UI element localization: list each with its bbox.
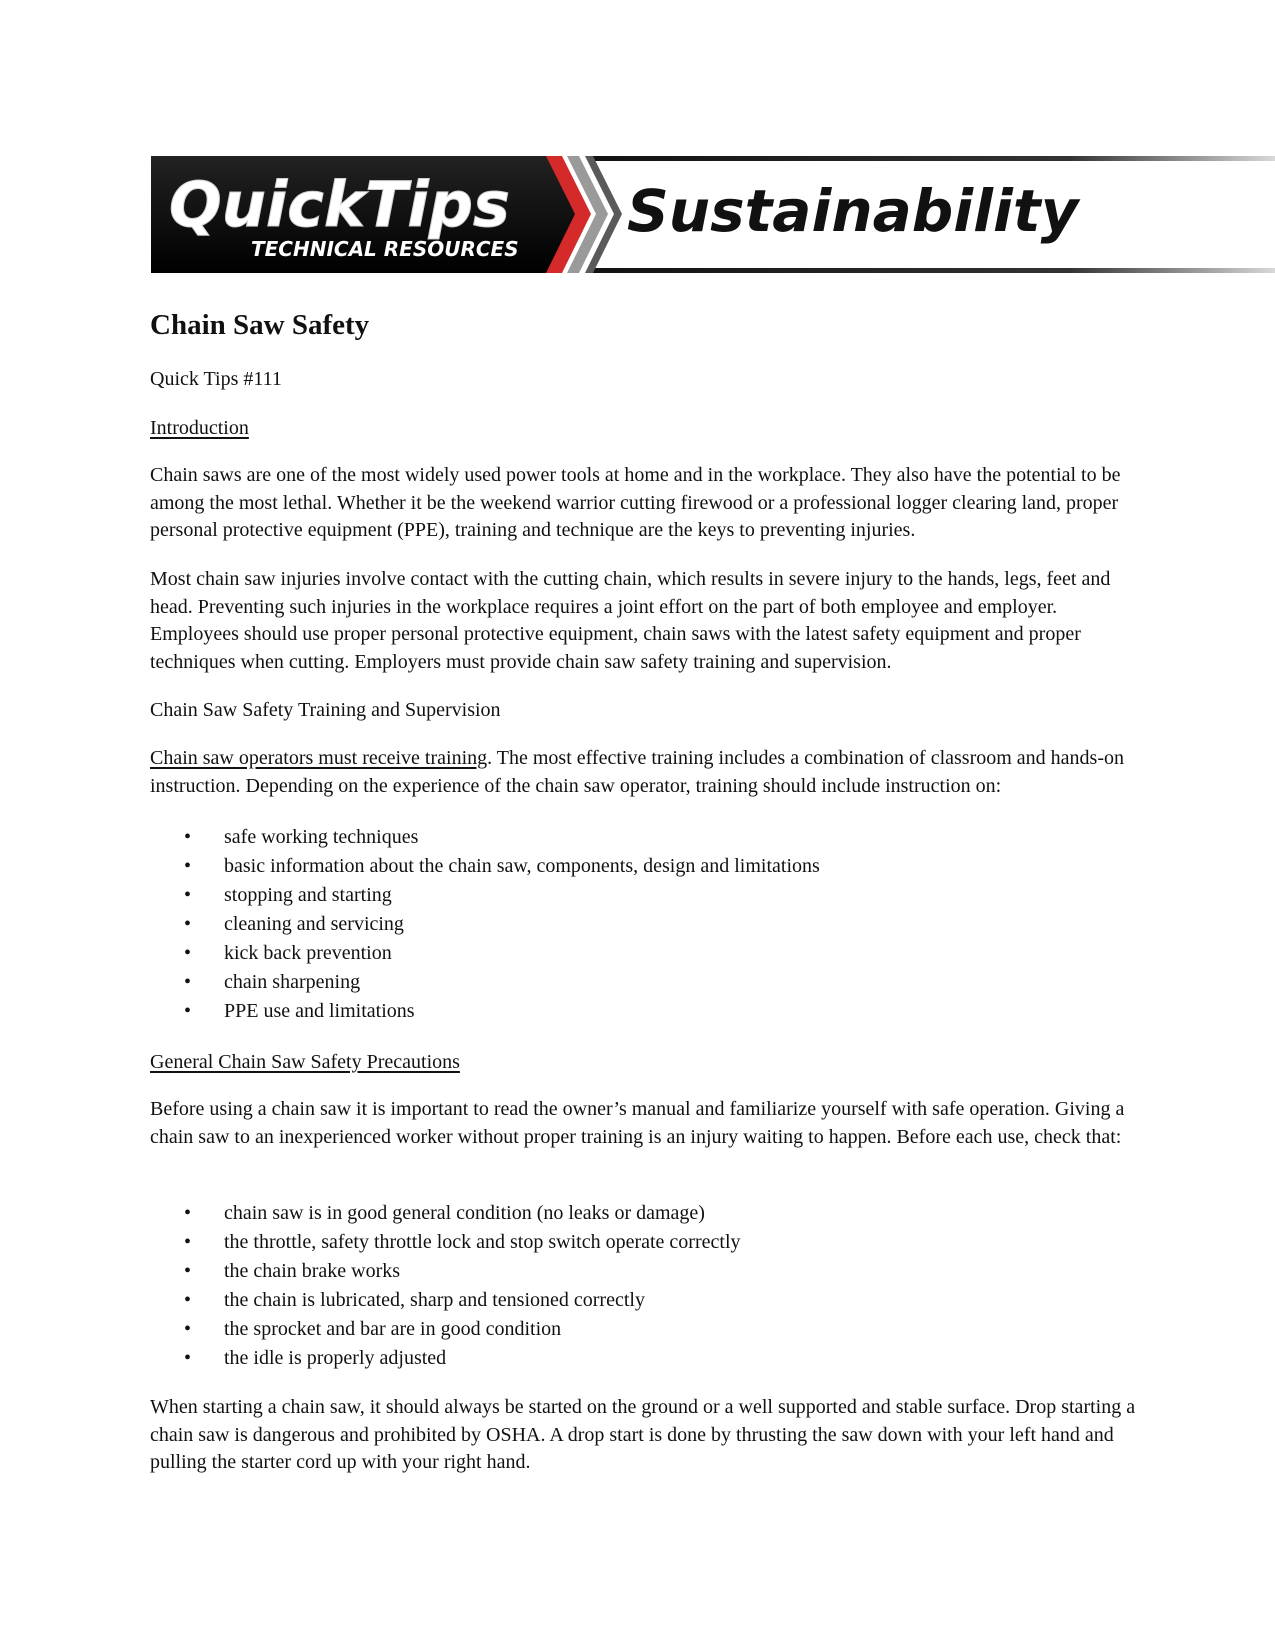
list-item: • chain saw is in good general condition (no leaks or damage) [184,1199,741,1228]
training-paragraph [150,745,1140,800]
section-name: Sustainability [627,177,1079,245]
training-lead-underlined: Chain saw operators must receive training [150,747,488,769]
technical-resources-text: TECHNICAL RESOURCES [251,237,519,261]
list-item: • the chain is lubricated, sharp and tensioned correctly [184,1286,741,1315]
list-item: • kick back prevention [184,939,820,968]
list-item: • cleaning and servicing [184,910,820,939]
list-item: • PPE use and limitations [184,997,820,1026]
list-item: • chain sharpening [184,968,820,997]
quicktips-banner [151,156,1275,278]
document-number: Quick Tips #111 [150,368,282,390]
page-title: Chain Saw Safety [150,309,370,341]
training-lead-rest: . The most effective training includes a combination of classroom and hands-on instruction. Depending on the experience of the chain saw operator, training should include instruction on: [150,747,1124,797]
intro-paragraph-2: Most chain saw injuries involve contact with the cutting chain, which results in severe injury to the hands, legs, feet and head. Preventing such injuries in the workplace requires a joint effort on the part of both employee and employer. Employees should use proper personal protective equipment, chain saws with the latest safety equipment and proper techniques when cutting. Employers must provide chain saw safety training and supervision. [150,568,1111,673]
quicktips-logo-text: QuickTips [169,168,510,241]
introduction-heading: Introduction [150,417,249,439]
intro-paragraph-1: Chain saws are one of the most widely used power tools at home and in the workplace. They also have the potential to be among the most lethal. Whether it be the weekend warrior cutting firewood or a professional logger clearing land, proper personal protective equipment (PPE), training and technique are the keys to preventing injuries. [150,464,1121,541]
list-item: • safe working techniques [184,823,820,852]
training-heading: Chain Saw Safety Training and Supervision [150,699,501,721]
precautions-paragraph: Before using a chain saw it is important to read the owner’s manual and familiarize yourself with safe operation. Giving a chain saw to an inexperienced worker without proper training is an injury waiting to happen. Before each use, check that: [150,1098,1125,1148]
list-item: • the throttle, safety throttle lock and stop switch operate correctly [184,1228,741,1257]
starting-paragraph: When starting a chain saw, it should always be started on the ground or a well supported and stable surface. Drop starting a chain saw is dangerous and prohibited by OSHA. A drop start is done by thrusting the saw down with your left hand and pulling the starter cord up with your right hand. [150,1396,1136,1473]
list-item: • stopping and starting [184,881,820,910]
list-item: • basic information about the chain saw, components, design and limitations [184,852,820,881]
list-item: • the idle is properly adjusted [184,1344,741,1373]
list-item: • the sprocket and bar are in good condition [184,1315,741,1344]
banner-bottom-rule [591,268,1275,273]
training-list [184,823,820,1026]
banner-top-rule [591,156,1275,161]
list-item: • the chain brake works [184,1257,741,1286]
precautions-heading: General Chain Saw Safety Precautions [150,1051,460,1073]
check-list [184,1199,741,1373]
banner-graphic [151,156,1275,278]
